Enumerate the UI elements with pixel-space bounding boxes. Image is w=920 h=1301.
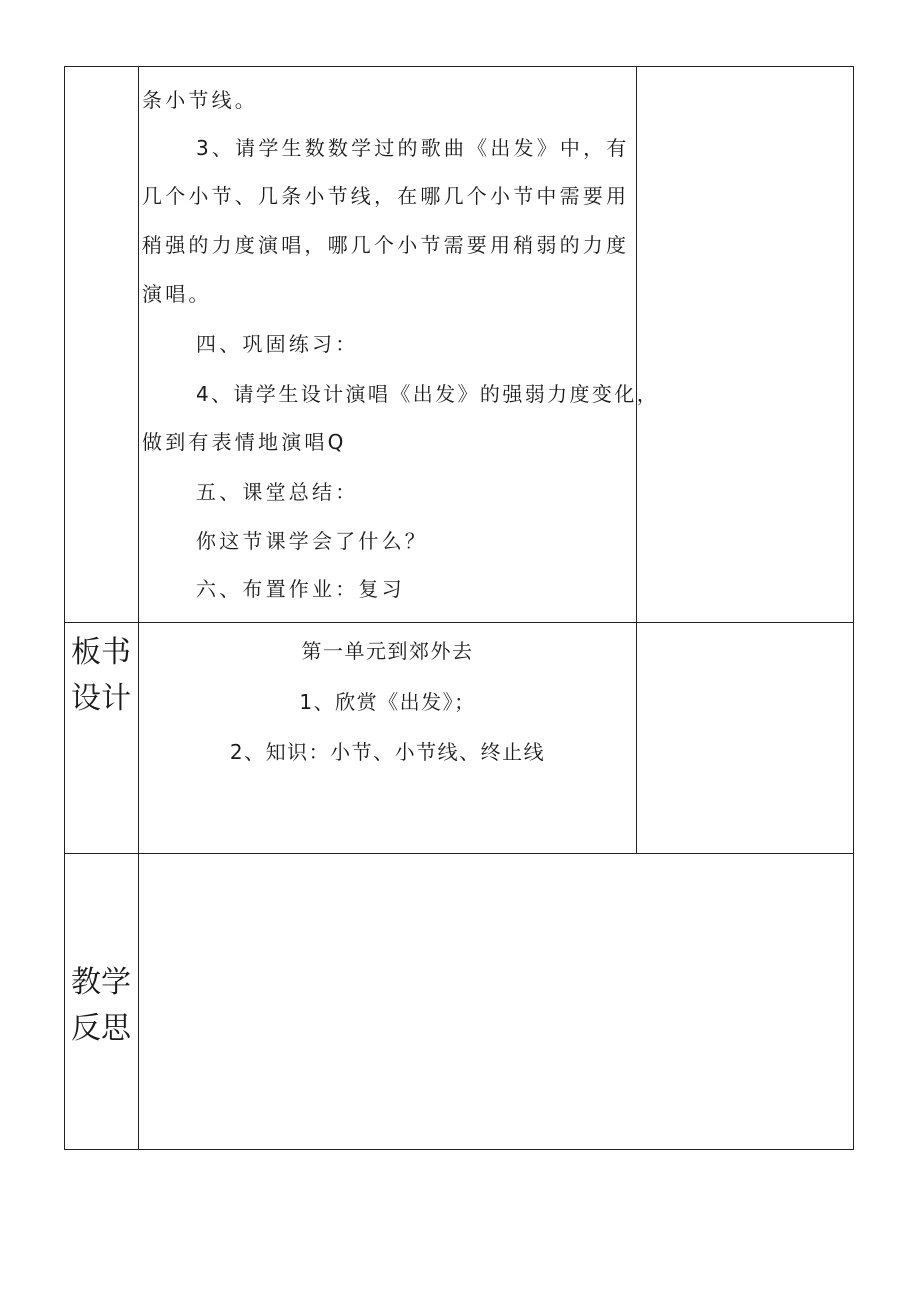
row-divider-1 <box>64 622 854 623</box>
section-heading: 四、巩固练习： <box>196 332 359 356</box>
step-line: 你这节课学会了什么？ <box>196 529 428 553</box>
reflection-label-line2: 反思 <box>71 1011 131 1046</box>
table-border-top <box>64 66 854 67</box>
section-heading: 五、课堂总结： <box>196 480 359 504</box>
board-title: 第一单元到郊外去 <box>301 639 474 663</box>
board-design-label-line2: 设计 <box>71 681 131 716</box>
step-line: 演唱。 <box>142 282 212 306</box>
table-border-left <box>64 66 65 1150</box>
column-divider-1 <box>138 66 139 1150</box>
board-item-2: 2、知识：小节、小节线、终止线 <box>229 740 546 764</box>
table-border-right <box>853 66 854 1150</box>
step-line: 做到有表情地演唱Q <box>142 430 347 454</box>
step-line: 3、请学生数数学过的歌曲《出发》中，有 <box>196 136 630 160</box>
reflection-label-line1: 教学 <box>71 965 131 1000</box>
step-line: 条小节线。 <box>142 88 258 112</box>
column-divider-2 <box>636 66 637 854</box>
row-divider-2 <box>64 853 854 854</box>
board-design-label-line1: 板书 <box>71 635 131 670</box>
step-line: 稍强的力度演唱，哪几个小节需要用稍弱的力度 <box>142 233 630 257</box>
board-item-1: 1、欣赏《出发》； <box>299 690 476 714</box>
section-heading: 六、布置作业：复习 <box>196 577 405 601</box>
table-border-bottom <box>64 1149 854 1150</box>
step-line: 4、请学生设计演唱《出发》的强弱力度变化， <box>196 382 660 406</box>
step-line: 几个小节、几条小节线，在哪几个小节中需要用 <box>142 184 630 208</box>
